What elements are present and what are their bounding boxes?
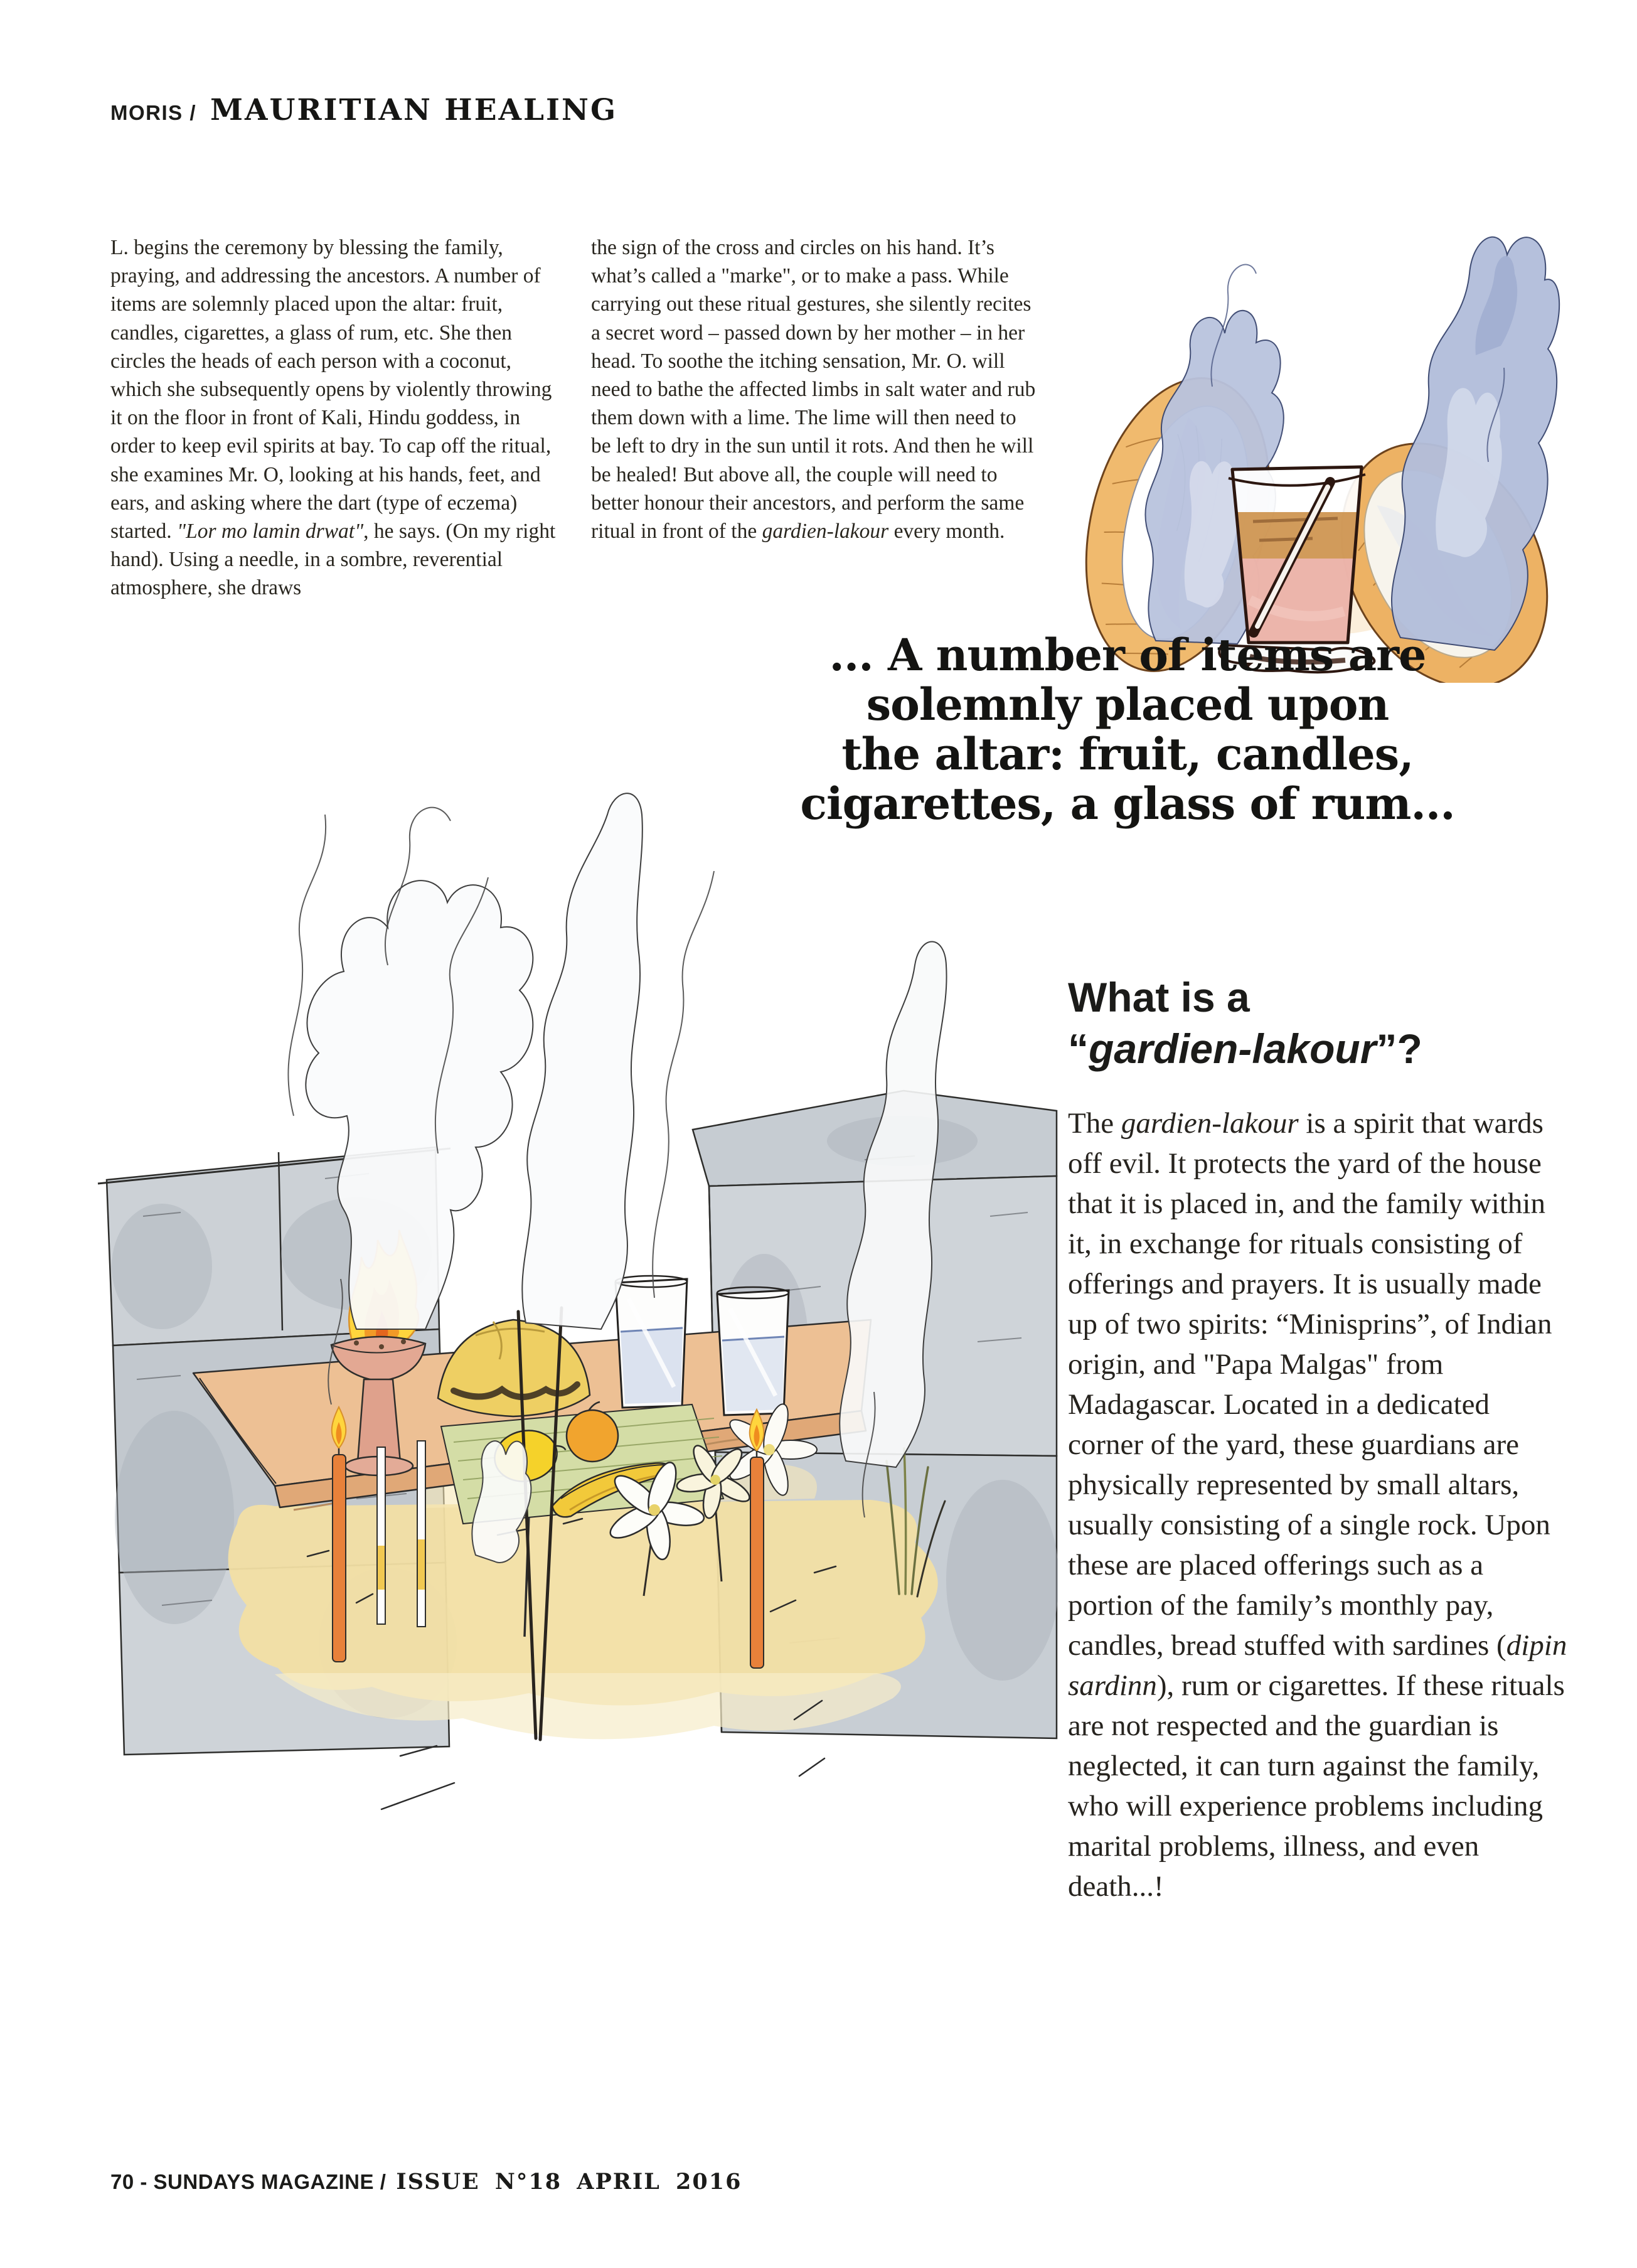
page-title: MAURITIAN HEALING — [210, 93, 618, 127]
page-header — [110, 93, 617, 127]
sidebar-body: The gardien-lakour is a spirit that wards off evil. It protects the yard of the house that it is placed in, and the family within it, in exchange for rituals consisting of offerings and prayers. It is usually made up of two spirits: “Minisprins”, of Indian origin, and "Papa Malgas" from Madagascar. Located in a dedicated corner of the yard, these guardians are physically represented by small altars, usually consisting of a single rock. Upon these are placed offerings such as a portion of the family’s monthly pay, candles, bread stuffed with sardines (dipin sardinn), rum or cigarettes. If these rituals are not respected and the guardian is neglected, it can turn against the family, who will experience problems including marital problems, illness, and even death...! — [1068, 1107, 1567, 1903]
footer-issue-label: ISSUE N°18 APRIL 2016 — [396, 2169, 742, 2195]
pull-quote-line: ... A number of items are — [829, 629, 1426, 681]
page-footer — [110, 2169, 742, 2195]
sidebar-what-is-gardien-lakour — [1068, 971, 1570, 1907]
pull-quote-line: the altar: fruit, candles, — [841, 728, 1414, 780]
article-column-1: L. begins the ceremony by blessing the family, praying, and addressing the ancestors. A number of items are solemnly placed upon the altar: fruit, candles, cigarettes, a glass of rum, etc. She then circles the heads of each person with a coconut, which she subsequently opens by violently throwing it on the floor in front of Kali, Hindu goddess, in order to keep evil spirits at bay. To cap off the ritual, she examines Mr. O, looking at his hands, feet, and ears, and asking where the dart (type of eczema) started. "Lor mo lamin drwat", he says. (On my right hand). Using a needle, in a sombre, reverential atmosphere, she draws — [110, 236, 556, 600]
altar-offerings-illustration — [87, 777, 1058, 1963]
sidebar-heading — [1068, 971, 1570, 1074]
article-column-2: the sign of the cross and circles on his hand. It’s what’s called a "marke", or to make a pass. While carrying out these ritual gestures, she silently recites a secret word – passed down by her mother – in her head. To soothe the itching sensation, Mr. O. will need to bathe the affected limbs in salt water and rub them down with a lime. The lime will then need to be left to dry in the sun until it rots. And then he will be healed! But above all, the couple will need to better honour their ancestors, and perform the same ritual in front of the gardien-lakour every month. — [591, 236, 1036, 543]
sidebar-heading-line-2: “gardien-lakour”? — [1068, 1025, 1422, 1072]
water-glass-1 — [616, 1276, 687, 1408]
pull-quote-line: solemnly placed upon — [866, 678, 1389, 730]
pull-quote — [723, 630, 1532, 828]
pull-quote-line: cigarettes, a glass of rum... — [800, 778, 1455, 830]
sidebar-heading-line-1: What is a — [1068, 974, 1250, 1020]
water-glass-2 — [717, 1287, 789, 1415]
coconut-ritual-illustration — [1062, 198, 1571, 683]
section-kicker: MORIS / — [110, 101, 197, 124]
article-body — [110, 233, 1039, 602]
bread-offering — [438, 1320, 590, 1416]
footer-magazine-label: 70 - SUNDAYS MAGAZINE / — [110, 2170, 387, 2193]
